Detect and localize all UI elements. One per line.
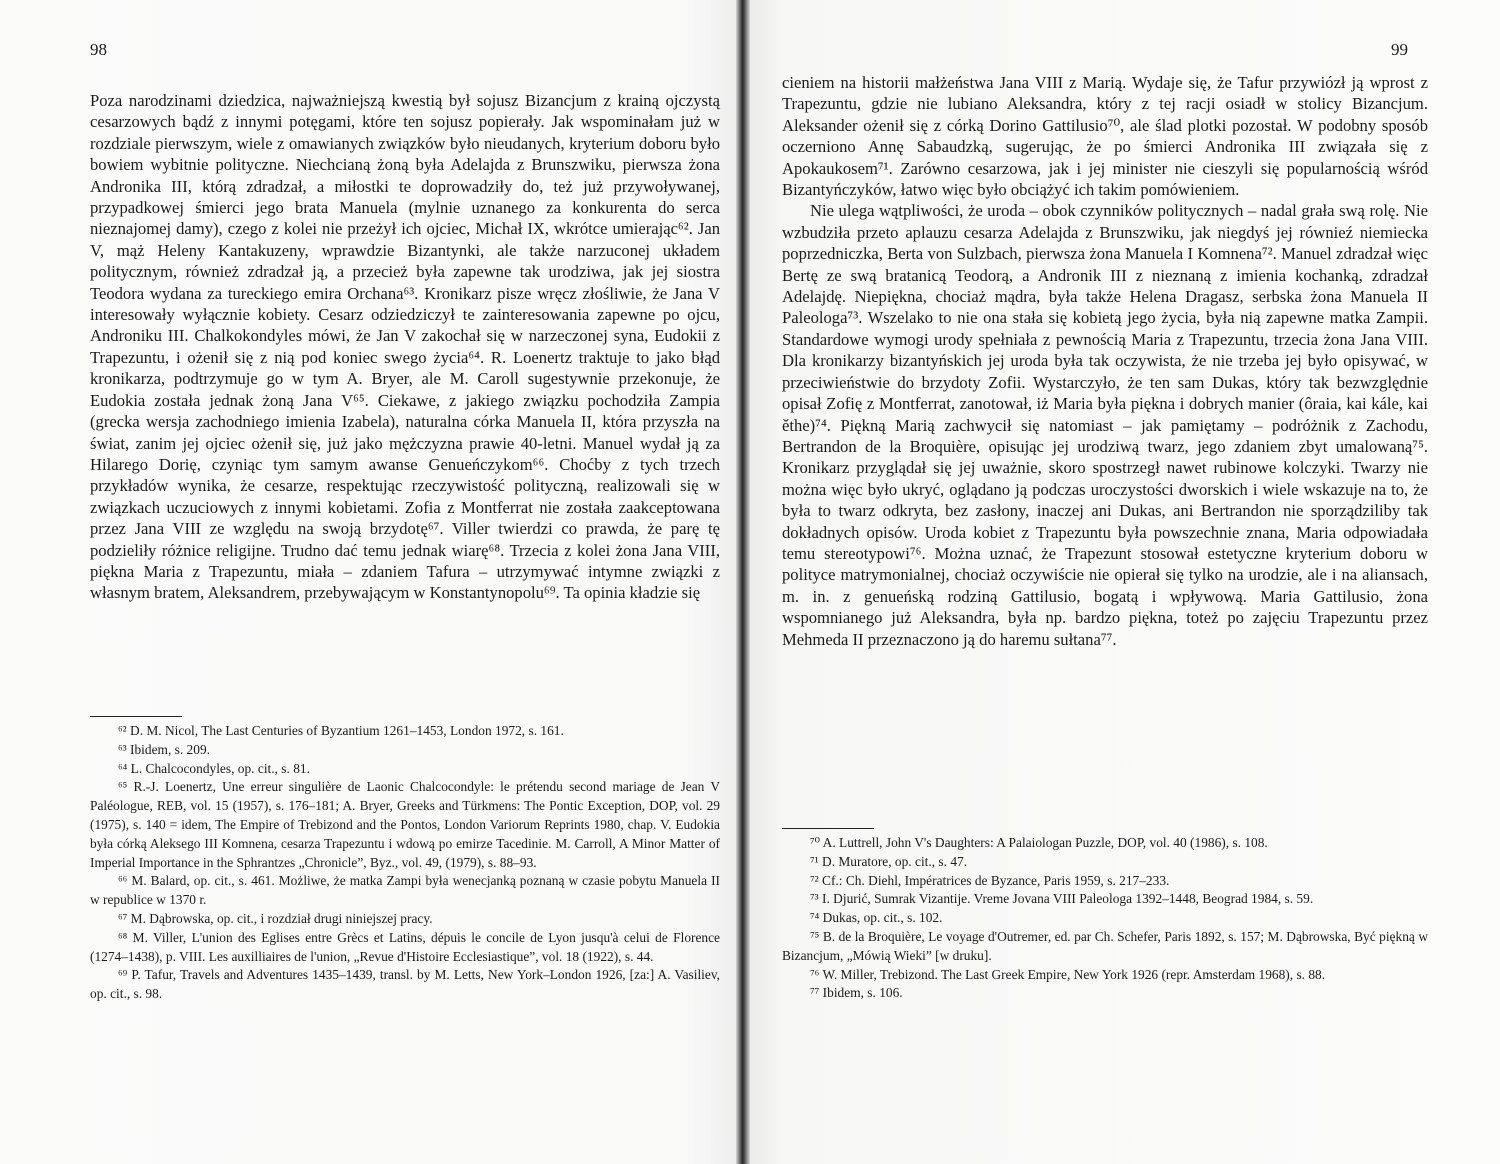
footnote-70: ⁷⁰ A. Luttrell, John V's Daughters: A Palaiologan Puzzle, DOP, vol. 40 (1986), s. 108.	[810, 835, 1268, 850]
footnote-72: ⁷² Cf.: Ch. Diehl, Impératrices de Byzance, Paris 1959, s. 217–233.	[810, 872, 1170, 888]
paragraph: Nie ulega wątpliwości, że uroda – obok czynników politycznych – nadal grała swą rolę. Nie wzbudziła przeto aplauzu cesarza Adelajda z Brunszwiku, jak niegdyś jej równieź niemiecka poprzedniczka, Berta von Sulzbach, pierwsza żona Manuela I Komnena⁷². Manuel zdradzał więc Bertę ze swą bratanicą Teodorą, a Andronik III z nieznaną z imienia kochanką, zdradzał Adelajdę. Niepiękna, chociaż mądra, była także Helena Dragasz, serbska żona Manuela II Paleologa⁷³. Wszelako to nie ona stała się kobietą jego życia, była nią zapewne matka Zampii. Standardowe wymogi urody spełniała z pewnością Maria z Trapezuntu, trzecia żona Jana VIII. Dla kronikarzy bizantyńskich jej uroda była tak oczywista, że nie trzeba jej było opisywać, w przeciwieństwie do brzydoty Zofii. Wystarczyło, że ten sam Dukas, który tak bezwzględnie opisał Zofię z Montferrat, zanotował, iż Maria była piękna i dobrych manier (ôraia, kai kále, kai ěthe)⁷⁴. Piękną Marią zachwycił się natomiast – jak pamiętamy – podróżnik z Zachodu, Bertrandon de la Broquière, opisując jej urodziwą twarz, jego zdaniem zbyt umalowaną⁷⁵. Kronikarz przyglądał się jej uważnie, skoro spostrzegł nawet rubinowe kolczyki. Twarzy nie można więc było ukryć, oglądano ją podczas uroczystości dworskich i wiele wskazuje na to, że była to twarz odkryta, bez zasłony, inaczej ani Dukas, ani Bertrandon nie sporządziliby tak dokładnych opisów. Uroda kobiet z Trapezuntu była powszechnie znana, Maria odpowiadała temu stereotypowi⁷⁶. Można uznać, że Trapezunt stosował estetyczne kryterium doboru w polityce matrymonialnej, chociaż oczywiście nie opierał się tylko na urodzie, ale i na aliansach, m. in. z genueńską rodziną Gattilusio, bogatą i wpływową. Maria Gattilusio, żona wspomnianego już Aleksandra, była np. bardzo piękna, toteż po zajęciu Trapezuntu przez Mehmeda II przeznaczono ją do haremu sułtana⁷⁷.	[782, 201, 1428, 649]
right-footnotes	[782, 834, 1428, 1003]
footnote-63: ⁶³ Ibidem, s. 209.	[118, 741, 210, 757]
footnote-67: ⁶⁷ M. Dąbrowska, op. cit., i rozdział drugi niniejszej pracy.	[118, 910, 433, 926]
left-page	[0, 0, 745, 1164]
paragraph: Poza narodzinami dziedzica, najważniejszą kwestią był sojusz Bizancjum z krainą ojczystą cesarzowych bądź z innymi potęgami, które ten sojusz popierały. Jak wspominałam już w rozdziale pierwszym, wiele z omawianych związków było nieudanych, kryterium doboru było bowiem wybitnie polityczne. Niechcianą żoną była Adelajda z Brunszwiku, pierwsza żona Andronika III, którą zdradzał, a miłostki te doprowadziły do, też już przywoływanej, przypadkowej śmierci jego brata Manuela (mylnie uznanego za konkurenta do serca nieznajomej damy), czego z kolei nie przeżył ich ojciec, Michał IX, wkrótce umierając⁶². Jan V, mąż Heleny Kantakuzeny, wprawdzie Bizantynki, ale także narzuconej układem politycznym, również zdradzał ją, a przecież była zapewne tak urodziwa, jak jej siostra Teodora wydana za tureckiego emira Orchana⁶³. Kronikarz pisze wręcz złośliwie, że Jana V interesowały wyłącznie kobiety. Cesarz odziedziczył te zainteresowania zapewne po ojcu, Androniku III. Chalkokondyles mówi, że Jan V zakochał się w narzeczonej syna, Eudokii z Trapezuntu, i ożenił się z nią pod koniec swego życia⁶⁴. R. Loenertz traktuje to jako błąd kronikarza, podtrzymuje go w tym A. Bryer, ale M. Caroll sugestywnie przekonuje, że Eudokia została jednak żoną Jana V⁶⁵. Ciekawe, z jakiego związku pochodziła Zampia (grecka wersja zachodniego imienia Izabela), naturalna córka Manuela II, która przyszła na świat, zanim jej ojciec ożenił się, już jako mężczyzna prawie 40-letni. Manuel wydał ją za Hilarego Dorię, czyniąc tym samym awanse Genueńczykom⁶⁶. Choćby z tych trzech przykładów wynika, że cesarze, respektując rzeczywistość polityczną, realizowali się w związkach uczuciowych z innymi kobietami. Zofia z Montferrat nie została zaakceptowana przez Jana VIII ze względu na swoją brzydotę⁶⁷. Viller twierdzi co prawda, że parę tę podzieliły różnice religijne. Trudno dać temu jednak wiarę⁶⁸. Trzecia z kolei żona Jana VIII, piękna Maria z Trapezuntu, miała – zdaniem Tafura – utrzymywać intymne związki z własnym bratem, Aleksandrem, przebywającym w Konstantynopolu⁶⁹. Ta opinia kładzie się	[90, 91, 720, 603]
footnote-65: ⁶⁵ R.-J. Loenertz, Une erreur singulière de Laonic Chalcocondyle: le prétendu second mariage de Jean V Paléologue, REB, vol. 15 (1957), s. 176–181; A. Bryer, Greeks and Türkmens: The Pontic Exception, DOP, vol. 29 (1975), s. 140 = idem, The Empire of Trebizond and the Pontos, London Variorum Reprints 1980, chap. V. Eudokia była córką Aleksego III Komnena, cesarza Trapezuntu i wdową po emirze Tacedinie. M. Carroll, A Minor Matter of Imperial Importance in the Sphrantzes „Chronicle”, Byz., vol. 49, (1979), s. 88–93.	[90, 779, 720, 870]
footnote-77: ⁷⁷ Ibidem, s. 106.	[810, 985, 903, 1001]
page-number-right: 99	[1391, 40, 1408, 59]
footnote-68: ⁶⁸ M. Viller, L'union des Eglises entre Grècs et Latins, dépuis le concile de Lyon jusqu'à celui de Florence (1274–1438), p. VIII. Les auxilliaires de l'union, „Revue d'Histoire Ecclesiastique”, vol. 18 (1922), s. 44.	[90, 929, 720, 964]
footnote-separator	[782, 828, 874, 829]
footnote-76: ⁷⁶ W. Miller, Trebizond. The Last Greek Empire, New York 1926 (repr. Amsterdam 1968), s. 88.	[810, 966, 1326, 982]
footnote-75: ⁷⁵ B. de la Broquière, Le voyage d'Outremer, ed. par Ch. Schefer, Paris 1892, s. 157; M. Dąbrowska, Być piękną w Bizancjum, „Mówią Wieki” [w druku].	[782, 928, 1428, 963]
footnote-62: ⁶² D. M. Nicol, The Last Centuries of Byzantium 1261–1453, London 1972, s. 161.	[118, 723, 564, 738]
left-footnotes	[90, 722, 720, 1004]
footnote-73: ⁷³ I. Djurić, Sumrak Vizantije. Vreme Jovana VIII Paleologa 1392–1448, Beograd 1984, s. 59.	[810, 891, 1314, 907]
page-number-left: 98	[90, 40, 107, 59]
right-page	[745, 0, 1500, 1164]
left-body-text	[90, 90, 720, 604]
footnote-69: ⁶⁹ P. Tafur, Travels and Adventures 1435–1439, transl. by M. Letts, New York–London 1926, [za:] A. Vasiliev, op. cit., s. 98.	[90, 967, 720, 1002]
footnote-66: ⁶⁶ M. Balard, op. cit., s. 461. Możliwe, że matka Zampi była wenecjanką poznaną w czasie pobytu Manuela II w republice w 1370 r.	[90, 873, 720, 908]
footnote-71: ⁷¹ D. Muratore, op. cit., s. 47.	[810, 853, 968, 869]
footnote-64: ⁶⁴ L. Chalcocondyles, op. cit., s. 81.	[118, 760, 310, 776]
paragraph: cieniem na historii małżeństwa Jana VIII z Marią. Wydaje się, że Tafur przywiózł ją wprost z Trapezuntu, gdzie nie lubiano Aleksandra, który z tej racji osiadł w stolicy Bizancjum. Aleksander ożenił się z córką Dorino Gattilusio⁷⁰, ale ślad plotki pozostał. W podobny sposób oczerniono Annę Sabaudzką, sugerując, że po śmierci Andronika III związała się z Apokaukosem⁷¹. Zarówno cesarzowa, jak i jej minister nie cieszyli się popularnością wśród Bizantyńczyków, łatwo więc było obciążyć ich takim pomówieniem.	[782, 73, 1428, 200]
footnote-74: ⁷⁴ Dukas, op. cit., s. 102.	[810, 910, 943, 926]
footnote-separator	[90, 716, 182, 717]
book-gutter	[736, 0, 750, 1164]
right-body-text	[782, 72, 1428, 650]
